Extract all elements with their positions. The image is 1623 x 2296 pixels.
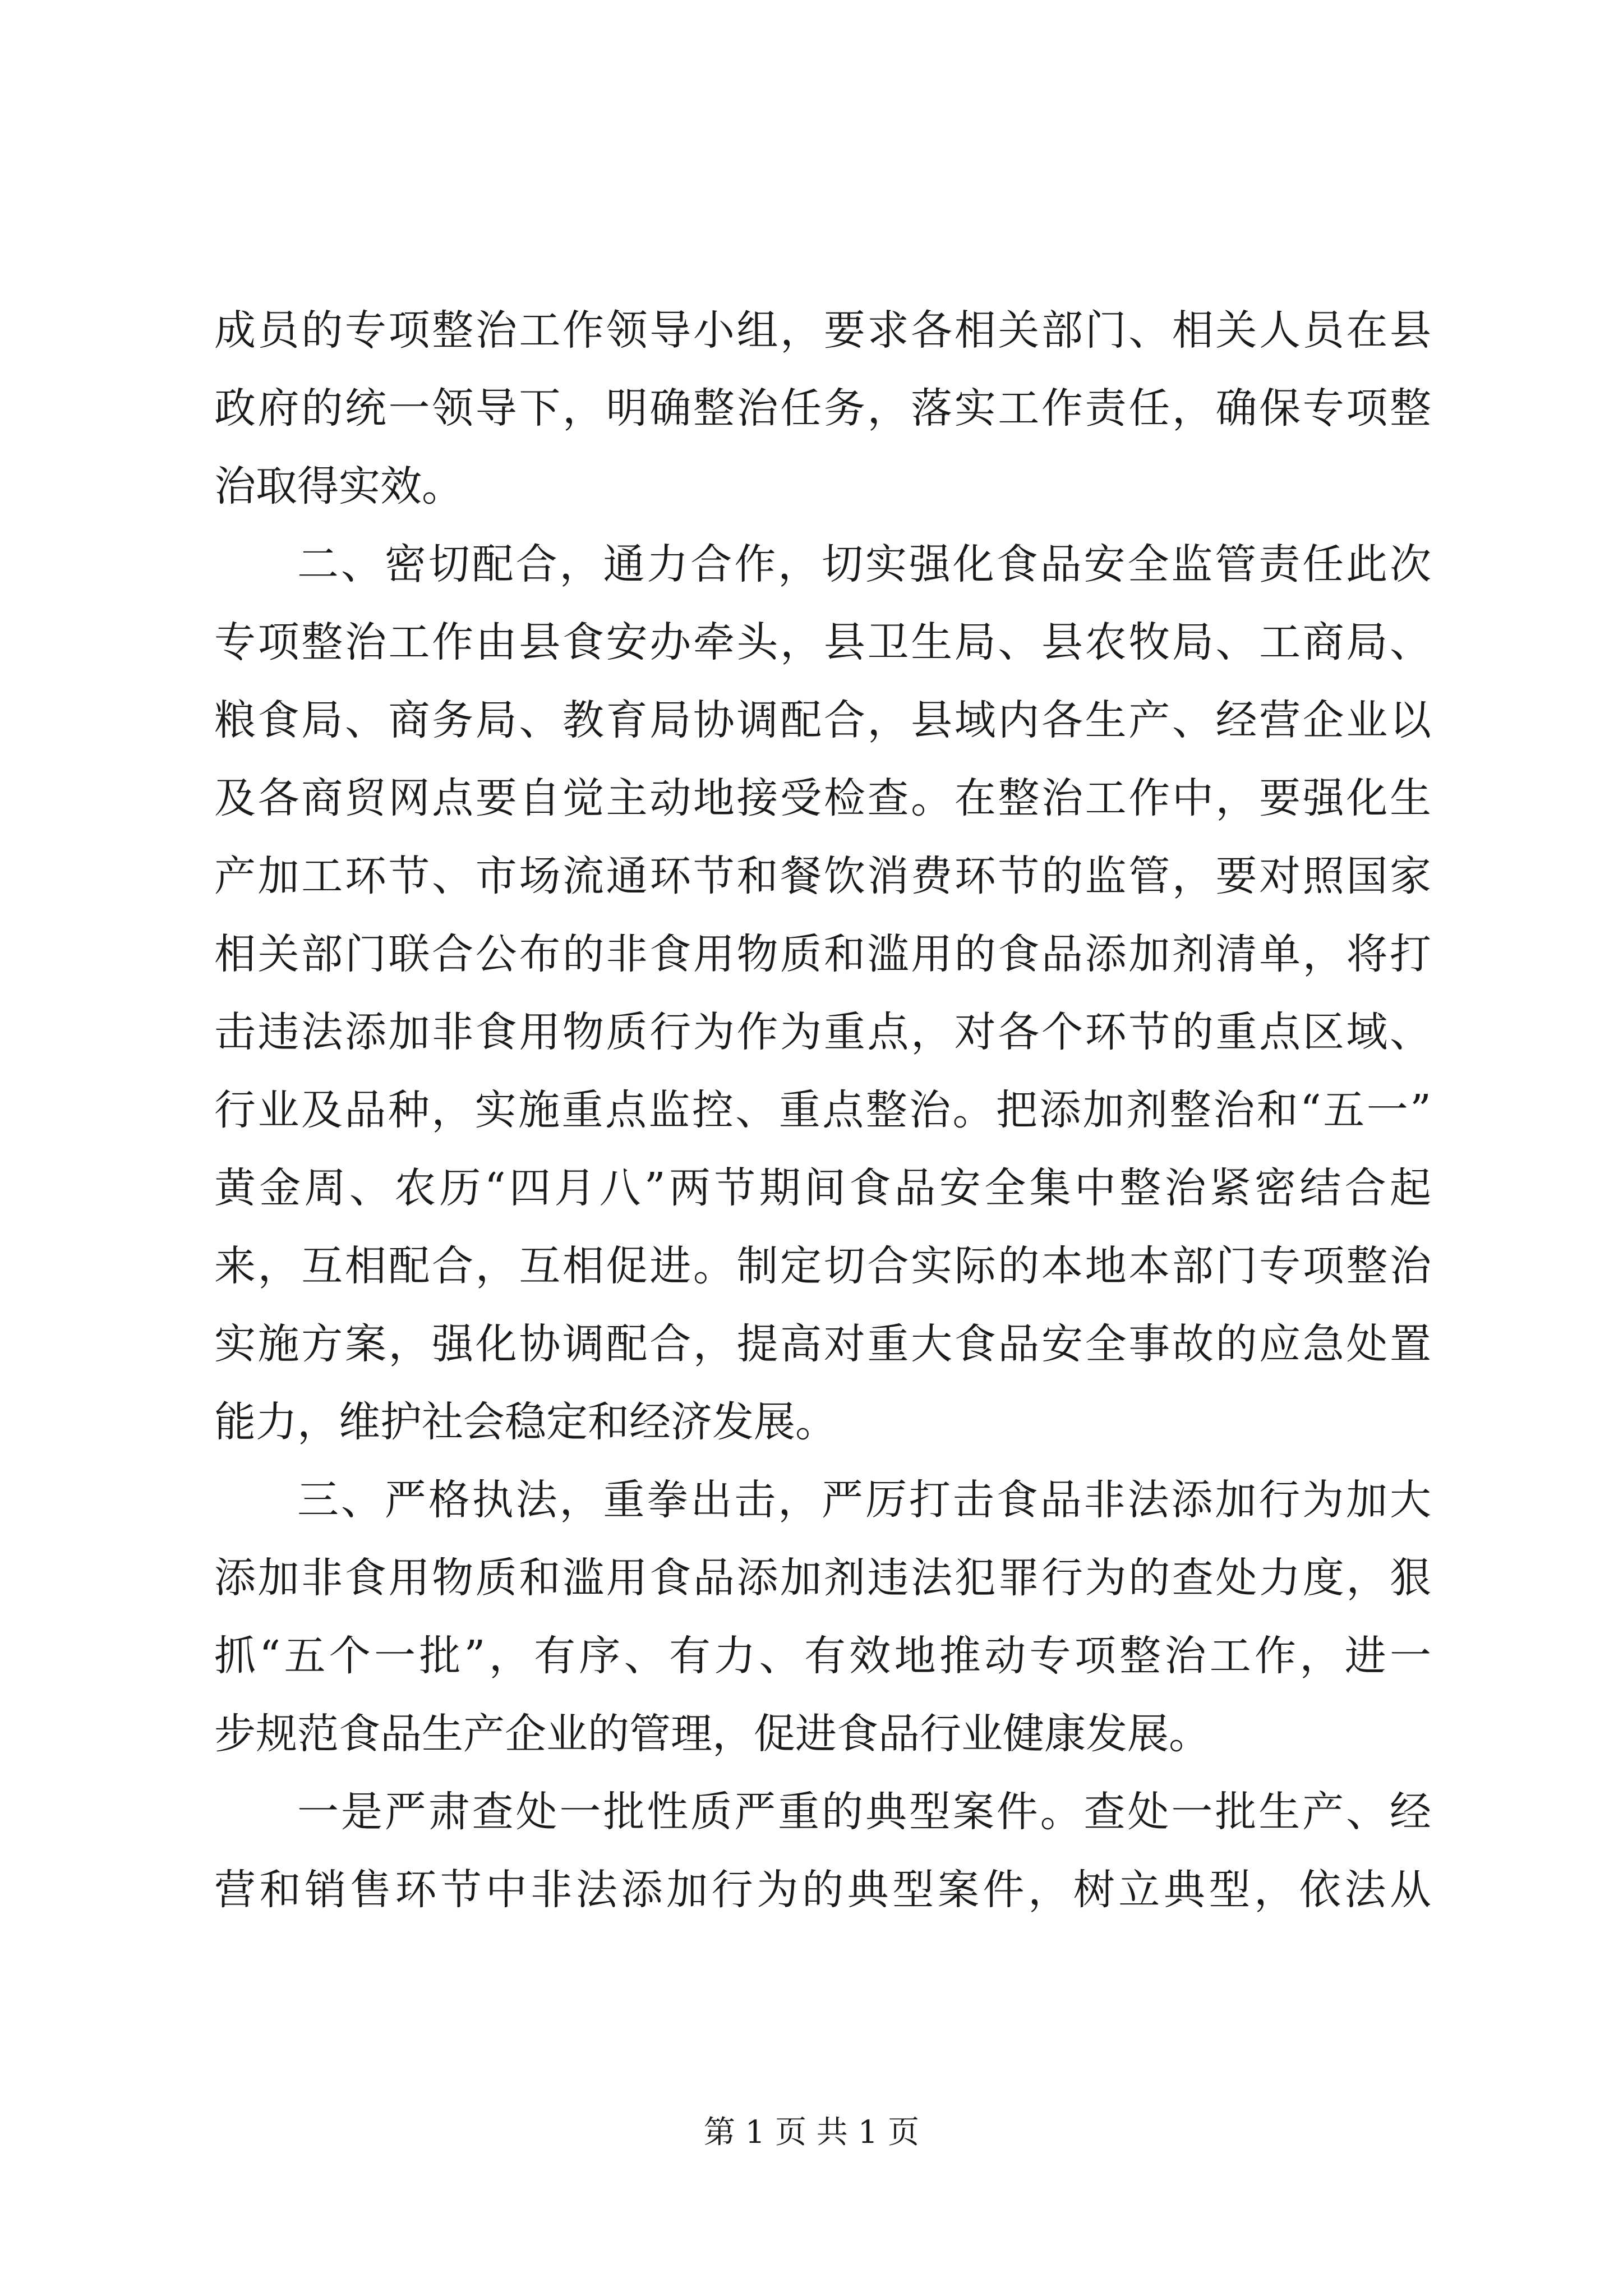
- body-line: 政府的统一领导下，明确整治任务，落实工作责任，确保专项整: [214, 384, 1431, 432]
- body-line: 产加工环节、市场流通环节和餐饮消费环节的监管，要对照国家: [214, 852, 1431, 900]
- body-line: 治取得实效。: [214, 462, 463, 510]
- body-line: 黄金周、农历“四月八”两节期间食品安全集中整治紧密结合起: [214, 1164, 1431, 1212]
- body-line: 步规范食品生产企业的管理，促进食品行业健康发展。: [214, 1710, 1210, 1758]
- body-line: 能力，维护社会稳定和经济发展。: [214, 1398, 837, 1446]
- body-line: 抓“五个一批”，有序、有力、有效地推动专项整治工作，进一: [214, 1632, 1431, 1680]
- paragraph-heading-line: 一是严肃查处一批性质严重的典型案件。查处一批生产、经: [297, 1788, 1431, 1836]
- body-line: 专项整治工作由县食安办牵头，县卫生局、县农牧局、工商局、: [214, 618, 1431, 666]
- paragraph-heading-line: 三、严格执法，重拳出击，严厉打击食品非法添加行为加大: [297, 1476, 1431, 1524]
- body-line: 击违法添加非食用物质行为作为重点，对各个环节的重点区域、: [214, 1008, 1431, 1056]
- body-line: 添加非食用物质和滥用食品添加剂违法犯罪行为的查处力度，狠: [214, 1554, 1431, 1602]
- body-line: 营和销售环节中非法添加行为的典型案件，树立典型，依法从: [214, 1866, 1431, 1914]
- body-line: 相关部门联合公布的非食用物质和滥用的食品添加剂清单，将打: [214, 930, 1431, 978]
- page-number-footer: 第 1 页 共 1 页: [703, 2114, 920, 2151]
- paragraph-heading-line: 二、密切配合，通力合作，切实强化食品安全监管责任此次: [297, 540, 1431, 588]
- body-line: 来，互相配合，互相促进。制定切合实际的本地本部门专项整治: [214, 1242, 1431, 1290]
- body-line: 粮食局、商务局、教育局协调配合，县域内各生产、经营企业以: [214, 696, 1431, 744]
- body-line: 实施方案，强化协调配合，提高对重大食品安全事故的应急处置: [214, 1320, 1431, 1368]
- body-line: 成员的专项整治工作领导小组，要求各相关部门、相关人员在县: [214, 306, 1431, 355]
- document-body: [214, 292, 1431, 1929]
- body-line: 及各商贸网点要自觉主动地接受检查。在整治工作中，要强化生: [214, 774, 1431, 822]
- body-line: 行业及品种，实施重点监控、重点整治。把添加剂整治和“五一”: [214, 1086, 1431, 1134]
